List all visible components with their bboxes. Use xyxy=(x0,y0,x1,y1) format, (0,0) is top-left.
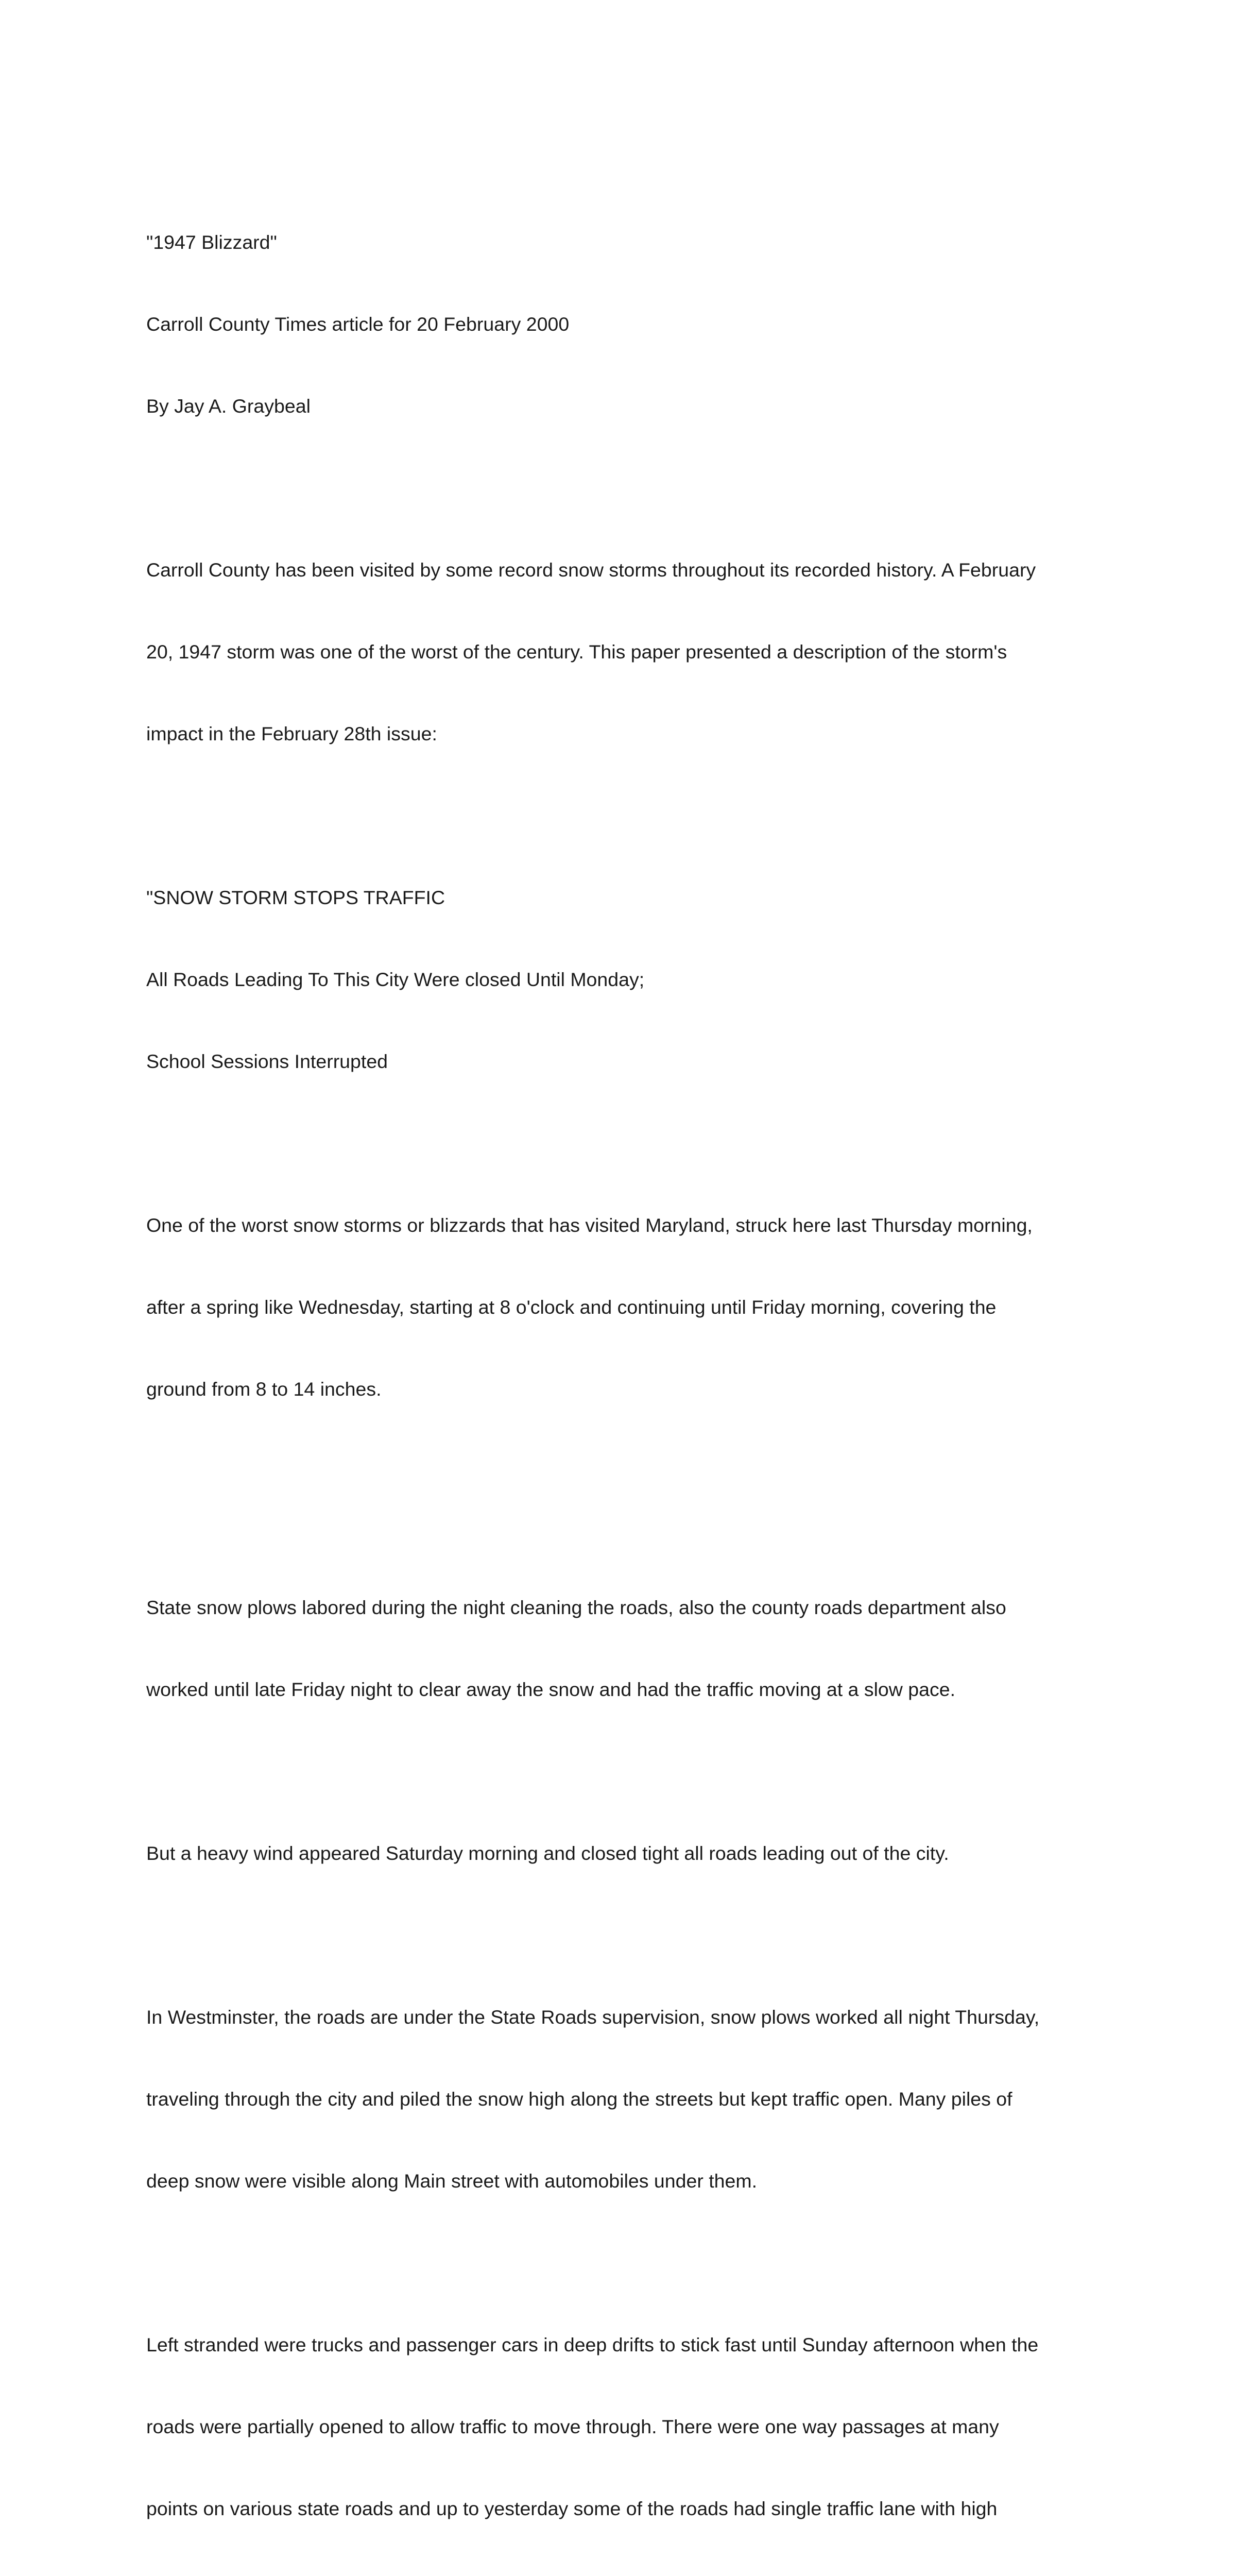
text-line: Carroll County has been visited by some record snow storms throughout its recorded history. A February xyxy=(146,559,1036,581)
page-gap xyxy=(146,1485,1104,1539)
body-paragraph xyxy=(146,1785,1104,1922)
text-line: In Westminster, the roads are under the State Roads supervision, snow plows worked all night Thursday, xyxy=(146,2006,1040,2028)
text-line: State snow plows labored during the night cleaning the roads, also the county roads department also xyxy=(146,1597,1006,1618)
text-line: But a heavy wind appeared Saturday morning and closed tight all roads leading out of the city. xyxy=(146,1842,949,1864)
intro-paragraph xyxy=(146,502,1104,802)
text-line: deep snow were visible along Main street with automobiles under them. xyxy=(146,2170,758,2192)
headline-line: "SNOW STORM STOPS TRAFFIC xyxy=(146,887,445,908)
headline-line: All Roads Leading To This City Were closed Until Monday; xyxy=(146,969,645,990)
text-line: roads were partially opened to allow traffic to move through. There were one way passages at many xyxy=(146,2416,999,2437)
body-paragraph xyxy=(146,2277,1104,2576)
body-paragraph xyxy=(146,1949,1104,2249)
body-paragraph xyxy=(146,1539,1104,1758)
quoted-headline xyxy=(146,829,1104,1130)
text-line: worked until late Friday night to clear away the snow and had the traffic moving at a slow pace. xyxy=(146,1679,955,1700)
headline-line: School Sessions Interrupted xyxy=(146,1050,388,1072)
text-line: ground from 8 to 14 inches. xyxy=(146,1378,382,1400)
text-line: One of the worst snow storms or blizzards that has visited Maryland, struck here last Thursday morning, xyxy=(146,1214,1033,1236)
article-subtitle: Carroll County Times article for 20 February 2000 xyxy=(146,313,570,335)
text-line: points on various state roads and up to yesterday some of the roads had single traffic lane with high xyxy=(146,2498,998,2519)
body-paragraph xyxy=(146,1157,1104,1458)
article-header xyxy=(146,174,1104,474)
article-title: "1947 Blizzard" xyxy=(146,231,277,253)
text-line: impact in the February 28th issue: xyxy=(146,723,437,744)
article-byline: By Jay A. Graybeal xyxy=(146,395,311,417)
text-line: traveling through the city and piled the snow high along the streets but kept traffic open. Many piles of xyxy=(146,2088,1012,2110)
text-line: after a spring like Wednesday, starting at 8 o'clock and continuing until Friday morning, covering the xyxy=(146,1296,997,1318)
text-line: Left stranded were trucks and passenger cars in deep drifts to stick fast until Sunday afternoon when the xyxy=(146,2334,1039,2355)
article-body xyxy=(146,174,1104,2576)
text-line: 20, 1947 storm was one of the worst of the century. This paper presented a description of the storm's xyxy=(146,641,1007,663)
